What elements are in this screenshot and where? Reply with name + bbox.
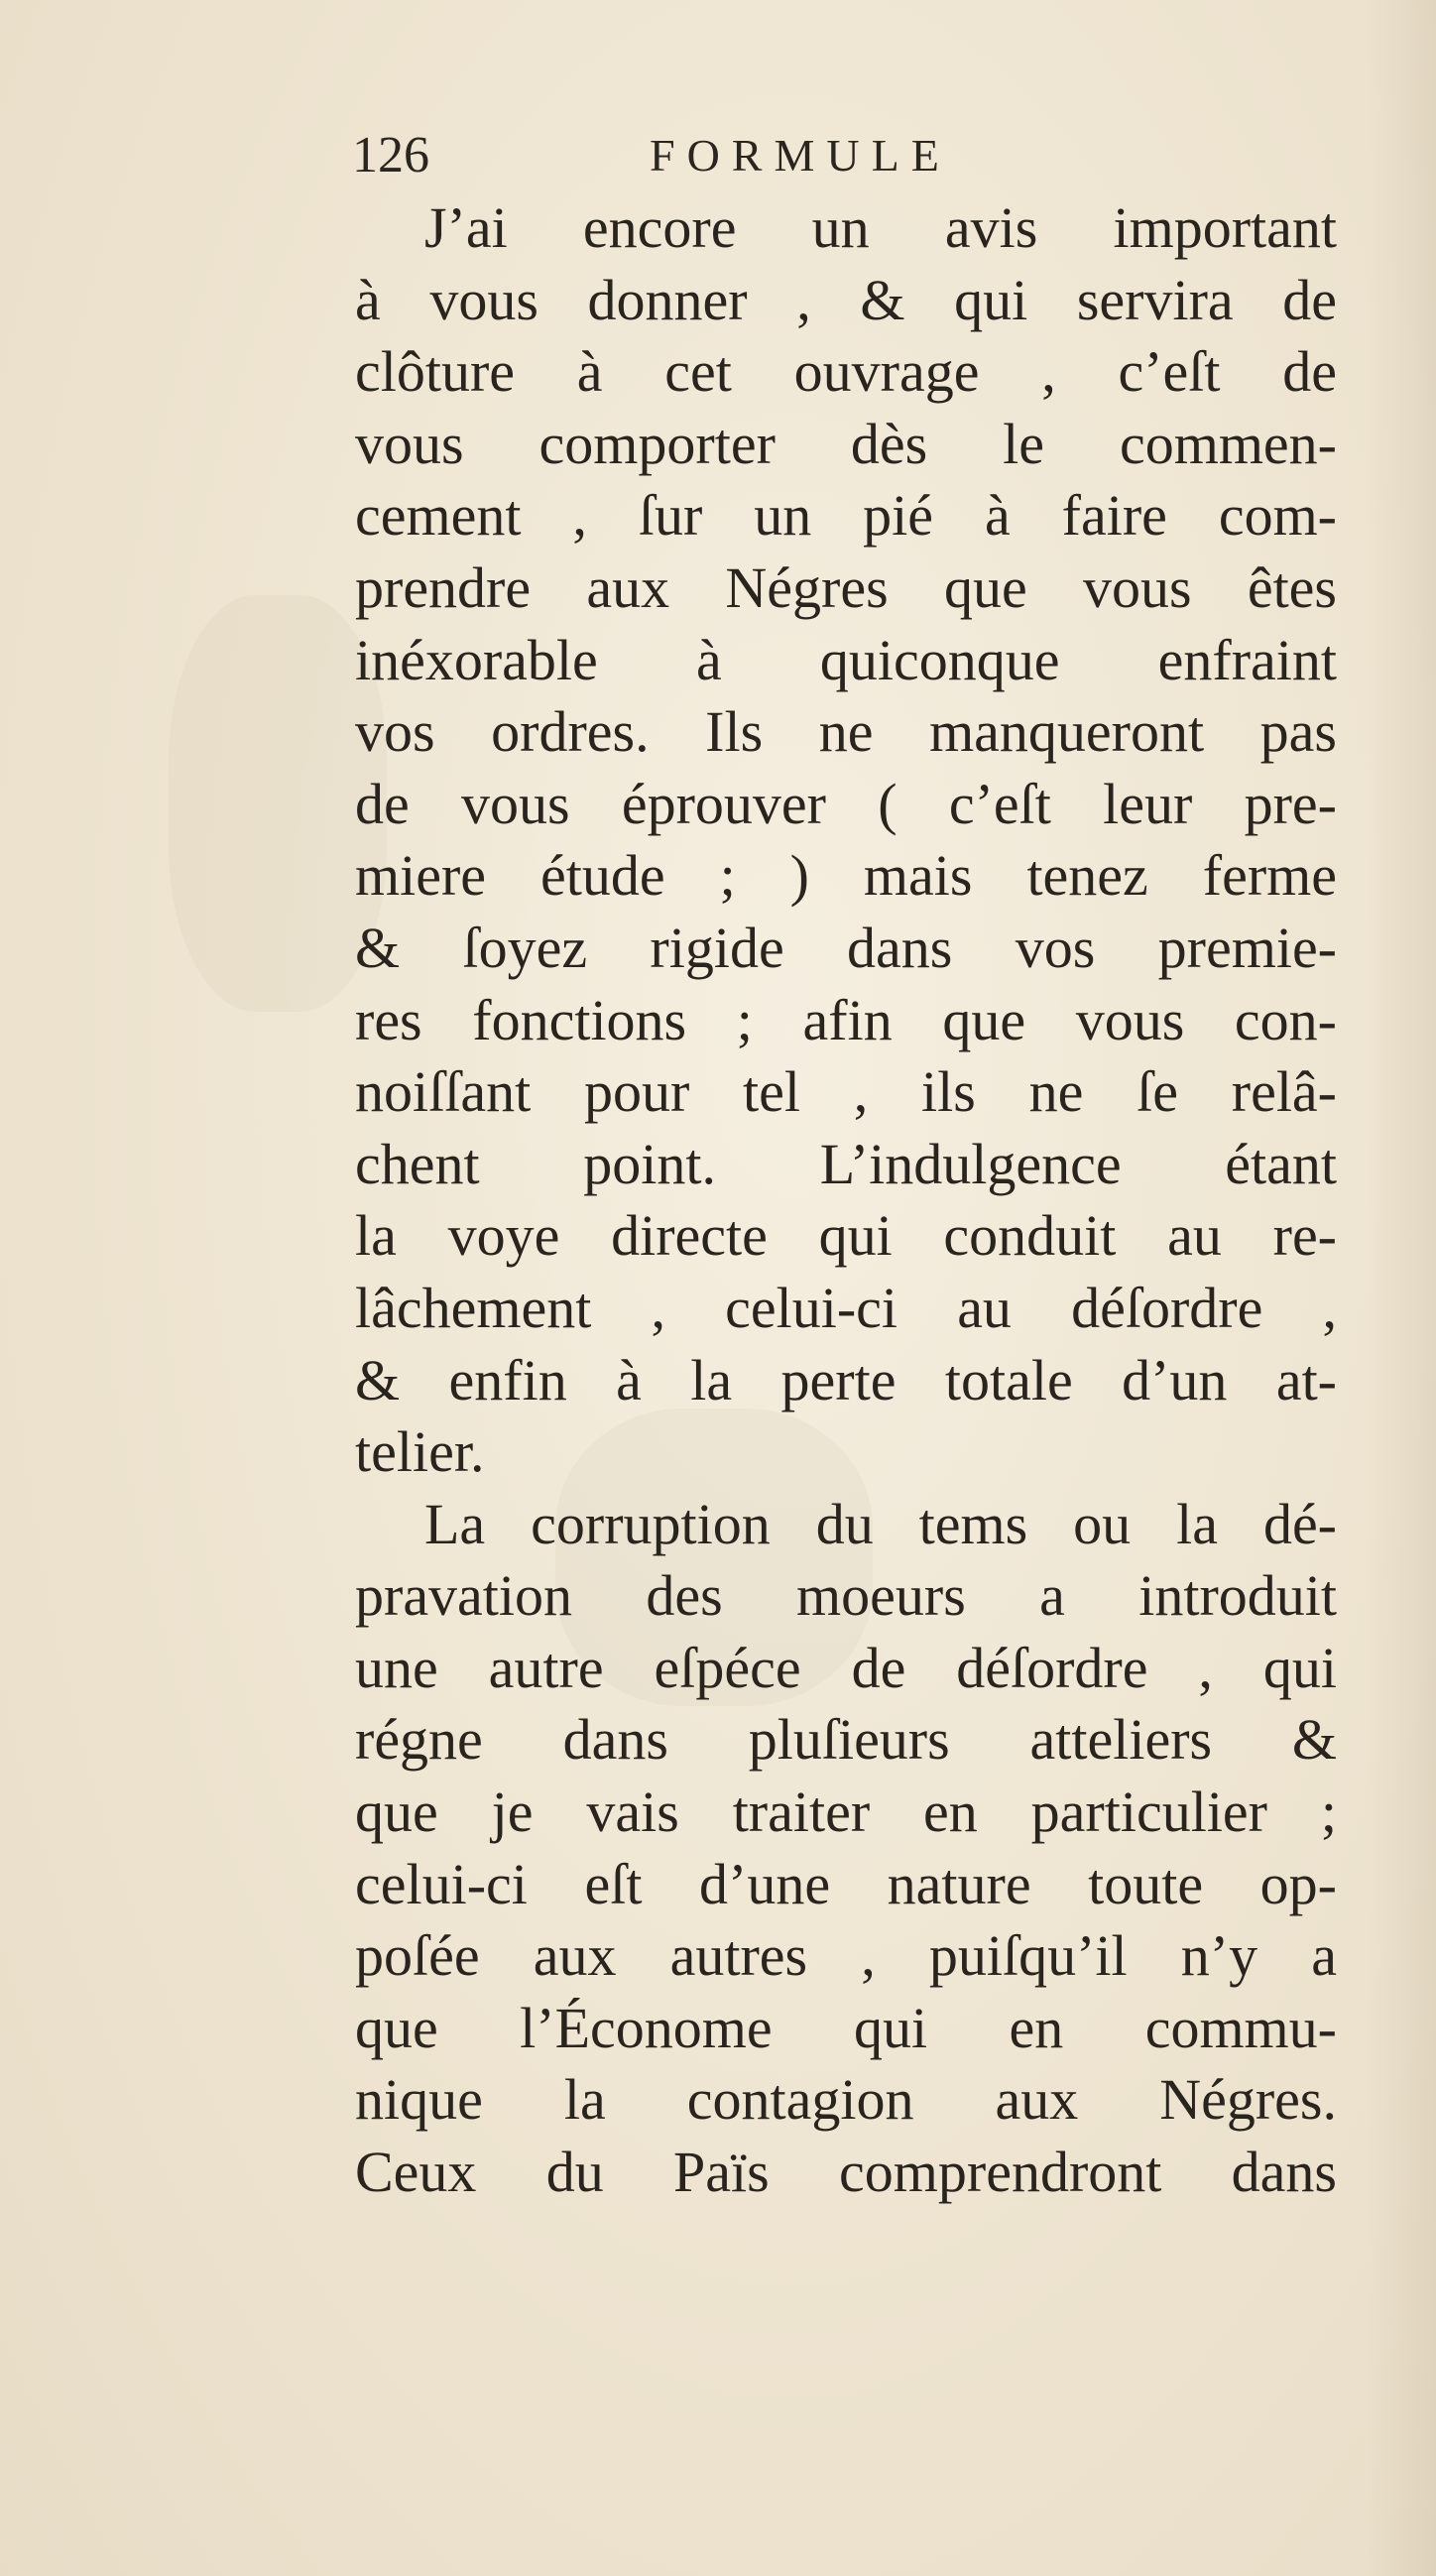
text-line: vous comporter dès le commen- [355,411,1337,476]
text-line: lâchement , celui-ci au déſordre , [355,1275,1337,1340]
text-line: La corruption du tems ou la dé- [424,1491,1337,1556]
text-line: & enfin à la perte totale d’un at- [355,1347,1337,1412]
text-line: régne dans pluſieurs atteliers & [355,1707,1337,1773]
text-line: de vous éprouver ( c’eſt leur pre- [355,771,1337,836]
text-line: & ſoyez rigide dans vos premie- [355,915,1337,980]
spine-shadow [1367,0,1436,2576]
text-line: J’ai encore un avis important [424,195,1337,260]
text-line: noiſſant pour tel , ils ne ſe relâ- [355,1059,1337,1125]
text-line: la voye directe qui conduit au re- [355,1203,1337,1269]
text-line: celui-ci eſt d’une nature toute op- [355,1851,1337,1916]
text-line: poſée aux autres , puiſqu’il n’y a [355,1923,1337,1989]
text-line: prendre aux Négres que vous êtes [355,554,1337,620]
ink-bleed-stain [169,595,387,1012]
text-line: une autre eſpéce de déſordre , qui [355,1635,1337,1700]
text-line: à vous donner , & qui servira de [355,267,1337,332]
text-line: inéxorable à quiconque enfraint [355,627,1337,692]
text-line: que je vais traiter en particulier ; [355,1779,1337,1845]
text-line: pravation des moeurs a introduit [355,1563,1337,1629]
text-line: vos ordres. Ils ne manqueront pas [355,699,1337,765]
text-line: cement , ſur un pié à faire com- [355,483,1337,549]
text-line: res fonctions ; afin que vous con- [355,987,1337,1052]
running-title: FORMULE [650,130,951,181]
text-line: nique la contagion aux Négres. [355,2067,1337,2133]
text-line: telier. [355,1419,485,1485]
text-line: miere étude ; ) mais tenez ferme [355,843,1337,909]
body-text [355,192,1337,2209]
text-line: clôture à cet ouvrage , c’eſt de [355,339,1337,405]
text-line: chent point. L’indulgence étant [355,1131,1337,1196]
page-number: 126 [352,127,429,184]
running-header [352,121,1106,190]
text-line: que l’Économe qui en commu- [355,1995,1337,2060]
text-line: Ceux du Païs comprendront dans [355,2140,1337,2205]
